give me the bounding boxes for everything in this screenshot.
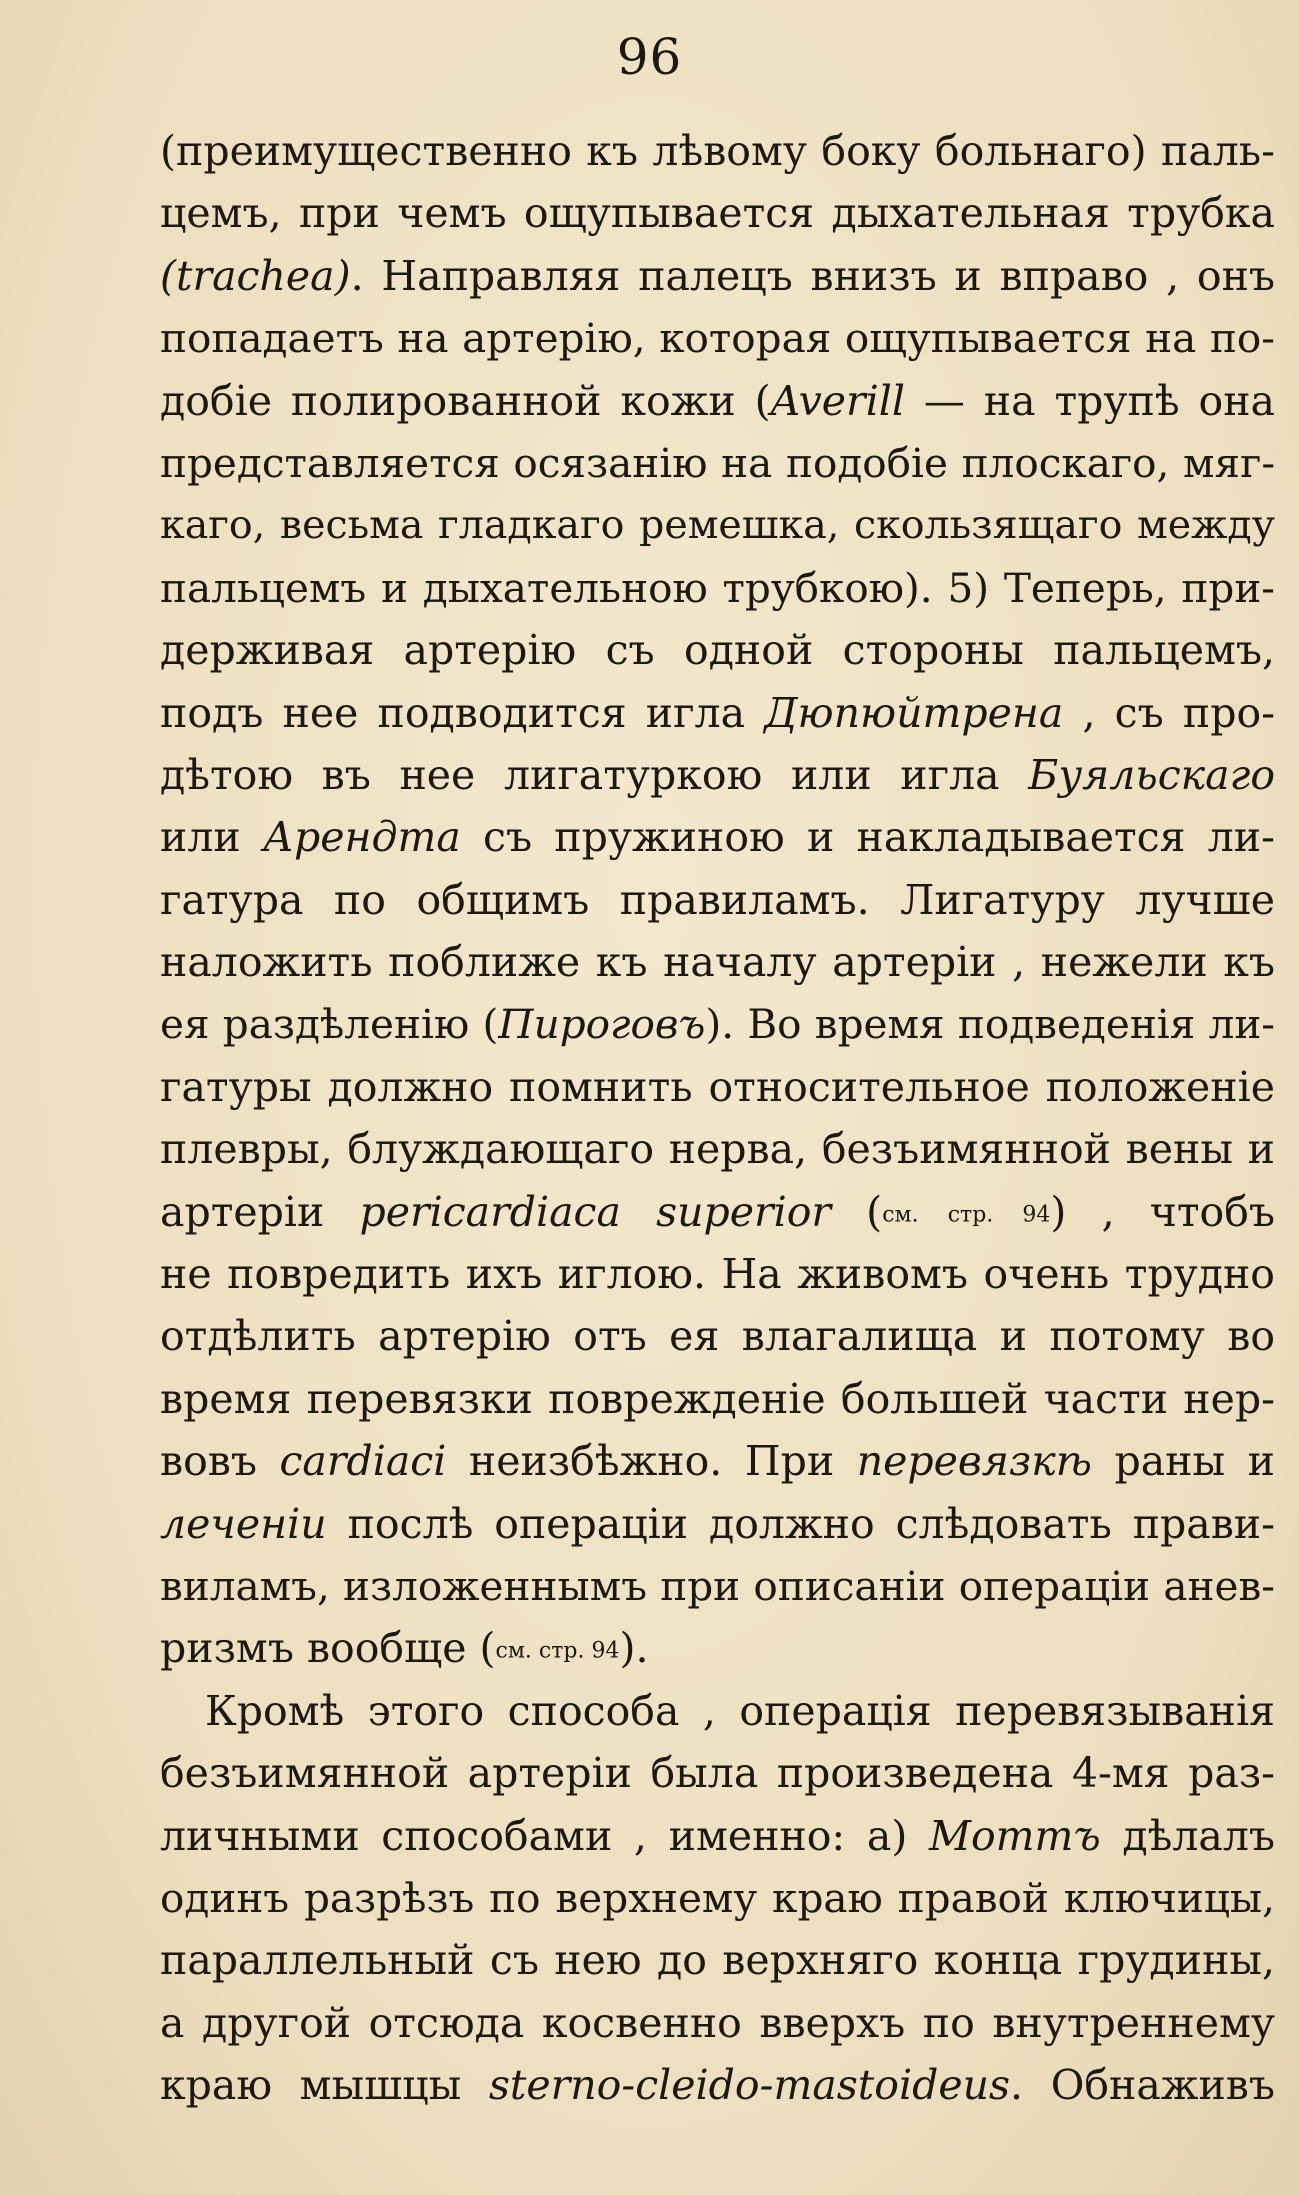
text-line <box>160 1867 1275 1929</box>
italic-term: Пироговъ <box>498 1000 706 1049</box>
text-segment: ризмъ вообще ( <box>160 1624 496 1673</box>
text-segment: вовъ <box>160 1437 280 1486</box>
text-segment: личными способами , именно: а) <box>160 1811 930 1860</box>
text-line <box>160 494 1275 556</box>
text-segment: подъ нее подводится игла <box>160 688 765 737</box>
italic-term: Averill <box>770 376 905 425</box>
text-segment: ) , чтобъ <box>1050 1187 1276 1236</box>
text-line <box>160 1305 1275 1367</box>
text-segment: неизбѣжно. При <box>446 1437 857 1486</box>
text-line <box>160 1992 1275 2054</box>
text-segment: параллельный съ нею до верхняго конца грудины, <box>160 1936 1275 1985</box>
text-segment: виламъ, изложеннымъ при описаніи операціи анев- <box>160 1561 1275 1610</box>
text-line <box>160 1430 1275 1492</box>
page-number: 96 <box>616 28 683 86</box>
text-line <box>160 619 1275 681</box>
text-segment: ея раздѣленію ( <box>160 1000 499 1049</box>
text-segment: раны и <box>1091 1437 1275 1486</box>
text-segment: добіе полированной кожи ( <box>160 376 771 425</box>
italic-term: sterno-cleido-mastoideus <box>488 2061 1011 2110</box>
text-segment: Кромѣ этого способа , операція перевязыванія <box>205 1686 1275 1735</box>
text-line <box>160 806 1275 868</box>
text-segment: послѣ операціи должно слѣдовать прави- <box>326 1499 1275 1548</box>
text-line <box>160 1181 1275 1243</box>
page-reference: см. стр. 94 <box>882 1201 1051 1227</box>
text-segment: пальцемъ и дыхательною трубкою). 5) Теперь, при- <box>160 563 1275 612</box>
text-line <box>160 1742 1275 1804</box>
text-segment: безъимянной артеріи была произведена 4-мя раз- <box>160 1749 1275 1798</box>
text-segment: краю мышцы <box>160 2061 489 2110</box>
text-segment: ). Во время подведенія ли- <box>705 1000 1275 1049</box>
italic-term: перевязкѣ <box>856 1437 1092 1486</box>
text-segment: держивая артерію съ одной стороны пальцемъ, <box>160 626 1275 675</box>
text-line <box>160 182 1275 244</box>
text-segment: не повредить ихъ иглою. На живомъ очень трудно <box>160 1250 1275 1299</box>
text-segment: одинъ разрѣзъ по верхнему краю правой ключицы, <box>160 1873 1275 1922</box>
text-segment: плевры, блуждающаго нерва, безъимянной вены и <box>160 1125 1275 1174</box>
text-line <box>160 1056 1275 1118</box>
text-segment: гатуры должно помнить относительное положеніе <box>160 1062 1275 1111</box>
text-segment: ). <box>619 1624 649 1673</box>
text-segment: наложить поближе къ началу артеріи , нежели къ <box>160 938 1275 987</box>
text-segment: дѣтою въ нее лигатуркою или игла <box>160 750 1029 799</box>
text-line <box>160 1680 1275 1742</box>
text-segment: . Обнаживъ <box>1010 2061 1275 2110</box>
text-line <box>160 370 1275 432</box>
italic-term: Дюпюйтрена <box>764 688 1064 737</box>
italic-term: pericardiaca superior <box>359 1187 832 1236</box>
text-segment: представляется осязанію на подобіе плоскаго, мяг- <box>160 438 1275 487</box>
text-segment: — на трупѣ она <box>904 376 1275 425</box>
text-line <box>160 931 1275 993</box>
text-line <box>160 869 1275 931</box>
page-reference: см. стр. 94 <box>495 1638 620 1664</box>
text-segment: время перевязки поврежденіе большей части нер- <box>160 1374 1275 1423</box>
text-line <box>160 1617 1275 1679</box>
text-line <box>160 744 1275 806</box>
text-line <box>160 2054 1275 2116</box>
text-segment: артеріи <box>160 1187 360 1236</box>
text-line <box>160 1368 1275 1430</box>
italic-term: cardiaci <box>279 1437 447 1486</box>
italic-term: леченіи <box>160 1499 327 1548</box>
text-segment: а другой отсюда косвенно вверхъ по внутреннему <box>160 1998 1275 2047</box>
text-line <box>160 1243 1275 1305</box>
text-line <box>160 1805 1275 1867</box>
text-segment: отдѣлить артерію отъ ея влагалища и потому во <box>160 1312 1275 1361</box>
text-line <box>160 1929 1275 1991</box>
italic-term: Буяльскаго <box>1028 750 1275 799</box>
text-segment: съ пружиною и накладывается ли- <box>460 813 1275 862</box>
text-line <box>160 1555 1275 1617</box>
body-text <box>160 120 1275 2117</box>
text-segment: , съ про- <box>1063 688 1275 737</box>
text-line <box>160 557 1275 619</box>
text-segment: дѣлалъ <box>1100 1811 1276 1860</box>
text-line <box>160 245 1275 307</box>
text-line <box>160 1118 1275 1180</box>
text-segment: или <box>160 813 263 862</box>
text-segment: ( <box>831 1187 883 1236</box>
text-line <box>160 307 1275 369</box>
text-segment: гатура по общимъ правиламъ. Лигатуру лучше <box>160 875 1275 924</box>
text-line <box>160 1493 1275 1555</box>
text-line <box>160 993 1275 1055</box>
text-segment: цемъ, при чемъ ощупывается дыхательная трубка <box>160 189 1275 238</box>
text-line <box>160 682 1275 744</box>
text-segment: попадаетъ на артерію, которая ощупывается на по- <box>160 314 1275 363</box>
text-segment: каго, весьма гладкаго ремешка, скользящаго между <box>160 502 1275 549</box>
italic-term: (trachea) <box>160 251 351 300</box>
text-segment: (преимущественно къ лѣвому боку больнаго) паль- <box>160 127 1275 175</box>
text-line <box>160 432 1275 494</box>
text-segment: . Направляя палецъ внизъ и вправо , онъ <box>350 251 1275 300</box>
italic-term: Арендта <box>262 813 461 862</box>
italic-term: Моттъ <box>929 1811 1101 1860</box>
text-line <box>160 120 1275 182</box>
